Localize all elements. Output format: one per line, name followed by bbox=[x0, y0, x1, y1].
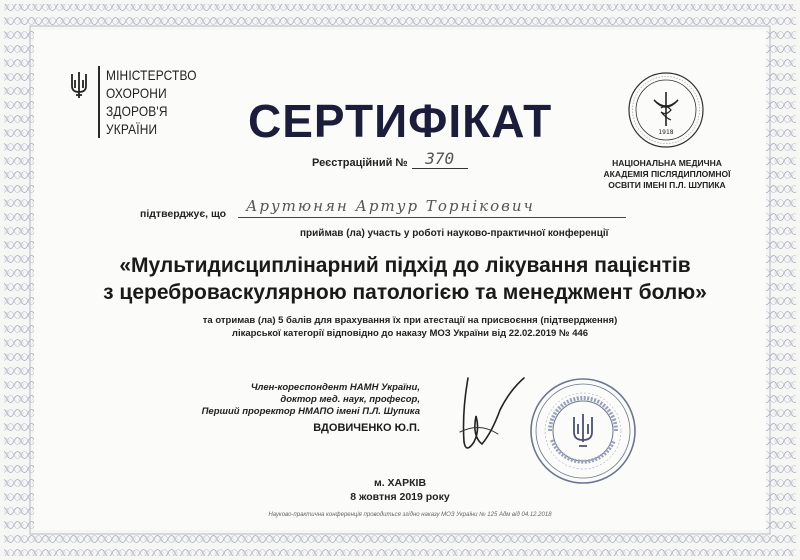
official-stamp-icon bbox=[528, 376, 638, 486]
date: 8 жовтня 2019 року bbox=[350, 491, 450, 503]
participation-text: приймав (ла) участь у роботі науково-практичної конференції bbox=[300, 228, 609, 239]
signer-line: Перший проректор НМАПО імені П.Л. Шупика bbox=[201, 406, 420, 417]
points-line: та отримав (ла) 5 балів для врахування їх при атестації на присвоєння (підтвердження) bbox=[202, 315, 618, 326]
registration-row bbox=[312, 150, 468, 169]
ministry-name bbox=[98, 66, 213, 138]
ministry-line: УКРАЇНИ bbox=[106, 121, 158, 137]
conference-title bbox=[60, 252, 750, 306]
certificate-title: СЕРТИФІКАТ bbox=[248, 95, 553, 147]
signer-name: ВДОВИЧЕНКО Ю.П. bbox=[313, 422, 420, 434]
signer-line: Член-кореспондент НАМН України, bbox=[250, 382, 420, 393]
ministry-line: ЗДОРОВ'Я bbox=[106, 103, 168, 119]
trident-icon bbox=[68, 70, 90, 100]
participant-name: Арутюнян Артур Торнікович bbox=[238, 196, 626, 218]
signer-titles bbox=[150, 382, 420, 418]
academy-name bbox=[602, 158, 732, 191]
seal-year: 1918 bbox=[658, 129, 674, 136]
academy-name-line: АКАДЕМІЯ ПІСЛЯДИПЛОМНОЇ bbox=[603, 169, 731, 179]
confirms-label: підтверджує, що bbox=[140, 208, 227, 220]
academy-name-line: НАЦІОНАЛЬНА МЕДИЧНА bbox=[612, 158, 722, 168]
academy-name-line: ОСВІТИ ІМЕНІ П.Л. ШУПИКА bbox=[608, 180, 726, 190]
conference-title-line: з цереброваскулярною патологією та менеджмент болю» bbox=[103, 281, 707, 304]
registration-label: Реєстраційний № bbox=[312, 157, 408, 169]
signer-line: доктор мед. наук, професор, bbox=[280, 394, 420, 405]
points-line: лікарської категорії відповідно до наказу МОЗ України від 22.02.2019 № 446 bbox=[231, 328, 589, 339]
footnote: Науково-практична конференція проводиться згідно наказу МОЗ України № 125 Адм від 04.12.2018 bbox=[268, 512, 552, 518]
city: м. ХАРКІВ bbox=[373, 477, 427, 489]
ministry-line: ОХОРОНИ bbox=[106, 85, 167, 101]
ministry-logo bbox=[68, 66, 213, 138]
conference-title-line: «Мультидисциплінарний підхід до лікування пацієнтів bbox=[119, 254, 691, 277]
place-and-date bbox=[300, 476, 500, 504]
academy-seal-icon bbox=[626, 70, 706, 150]
ministry-line: МІНІСТЕРСТВО bbox=[106, 67, 197, 83]
registration-number: 370 bbox=[412, 150, 468, 169]
points-text bbox=[150, 314, 670, 340]
